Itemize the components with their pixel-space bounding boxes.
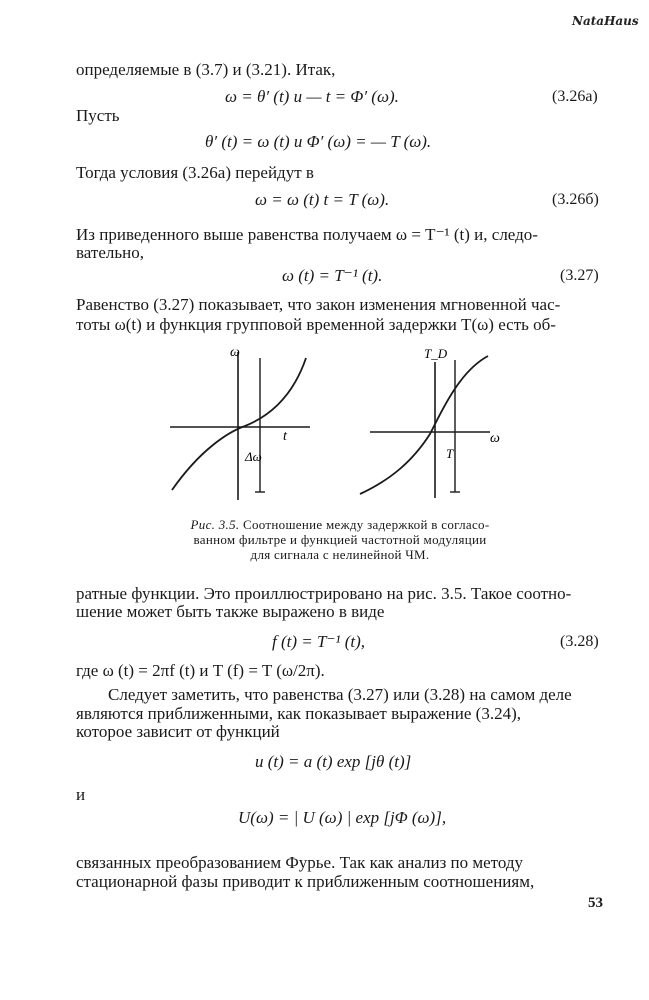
- right-curve: [360, 356, 488, 494]
- text-line-8: ратные функции. Это проиллюстрировано на рис. 3.5. Такое соотно-: [76, 584, 572, 603]
- figure-caption: [150, 517, 530, 562]
- figure-3-5: [150, 340, 530, 510]
- caption-line-2: ванном фильтре и функцией частотной модуляции: [193, 532, 487, 547]
- equation-derivatives: θ′ (t) = ω (t) и Φ′ (ω) = — T (ω).: [205, 132, 432, 151]
- right-interval-label: T: [446, 446, 454, 461]
- text-line-4: Из приведенного выше равенства получаем ω = T⁻¹ (t) и, следо-: [76, 225, 538, 244]
- equation-number-3-26b: (3.26б): [552, 191, 599, 208]
- text-line-9: шение может быть также выражено в виде: [76, 602, 385, 621]
- publisher-logo: NataHaus: [572, 14, 639, 28]
- text-line-16: стационарной фазы приводит к приближенным соотношениям,: [76, 872, 535, 891]
- text-line-6: Равенство (3.27) показывает, что закон изменения мгновенной час-: [76, 295, 561, 314]
- text-line-13: которое зависит от функций: [76, 722, 280, 741]
- left-y-label: ω: [230, 345, 240, 360]
- left-interval-label: Δω: [245, 449, 262, 464]
- equation-3-26b: ω = ω (t) t = T (ω).: [255, 190, 390, 209]
- right-plot: [360, 346, 500, 498]
- equation-3-28: f (t) = T⁻¹ (t),: [272, 632, 366, 651]
- text-line-15: связанных преобразованием Фурье. Так как анализ по методу: [76, 853, 524, 872]
- caption-line-1: Соотношение между задержкой в согласо-: [243, 517, 490, 532]
- left-plot: [170, 345, 310, 500]
- text-line-1: определяемые в (3.7) и (3.21). Итак,: [76, 60, 336, 79]
- right-x-label: ω: [490, 431, 500, 446]
- page-number: 53: [588, 895, 603, 911]
- equation-U-omega: U(ω) = | U (ω) | exp [jΦ (ω)],: [238, 808, 447, 827]
- equation-number-3-28: (3.28): [560, 633, 599, 650]
- left-curve: [172, 358, 306, 490]
- caption-prefix: Рис. 3.5.: [190, 517, 240, 532]
- text-line-3: Тогда условия (3.26а) перейдут в: [76, 163, 314, 182]
- left-x-label: t: [283, 429, 287, 444]
- text-line-10: где ω (t) = 2πf (t) и T (f) = T (ω/2π).: [76, 661, 325, 680]
- text-line-12: являются приближенными, как показывает выражение (3.24),: [76, 704, 521, 723]
- equation-number-3-26a: (3.26а): [552, 88, 598, 105]
- text-line-2: Пусть: [76, 106, 120, 125]
- equation-number-3-27: (3.27): [560, 267, 599, 284]
- equation-3-27: ω (t) = T⁻¹ (t).: [282, 266, 383, 285]
- right-y-label: T_D: [424, 346, 448, 361]
- text-line-11: Следует заметить, что равенства (3.27) или (3.28) на самом деле: [108, 685, 572, 704]
- text-line-5: вательно,: [76, 243, 144, 262]
- text-line-7: тоты ω(t) и функция групповой временной задержки T(ω) есть об-: [76, 315, 556, 334]
- text-line-14: и: [76, 785, 86, 804]
- caption-line-3: для сигнала с нелинейной ЧМ.: [250, 547, 430, 562]
- equation-3-26a: ω = θ′ (t) и — t = Φ′ (ω).: [225, 87, 399, 106]
- equation-u-t: u (t) = a (t) exp [jθ (t)]: [255, 752, 412, 771]
